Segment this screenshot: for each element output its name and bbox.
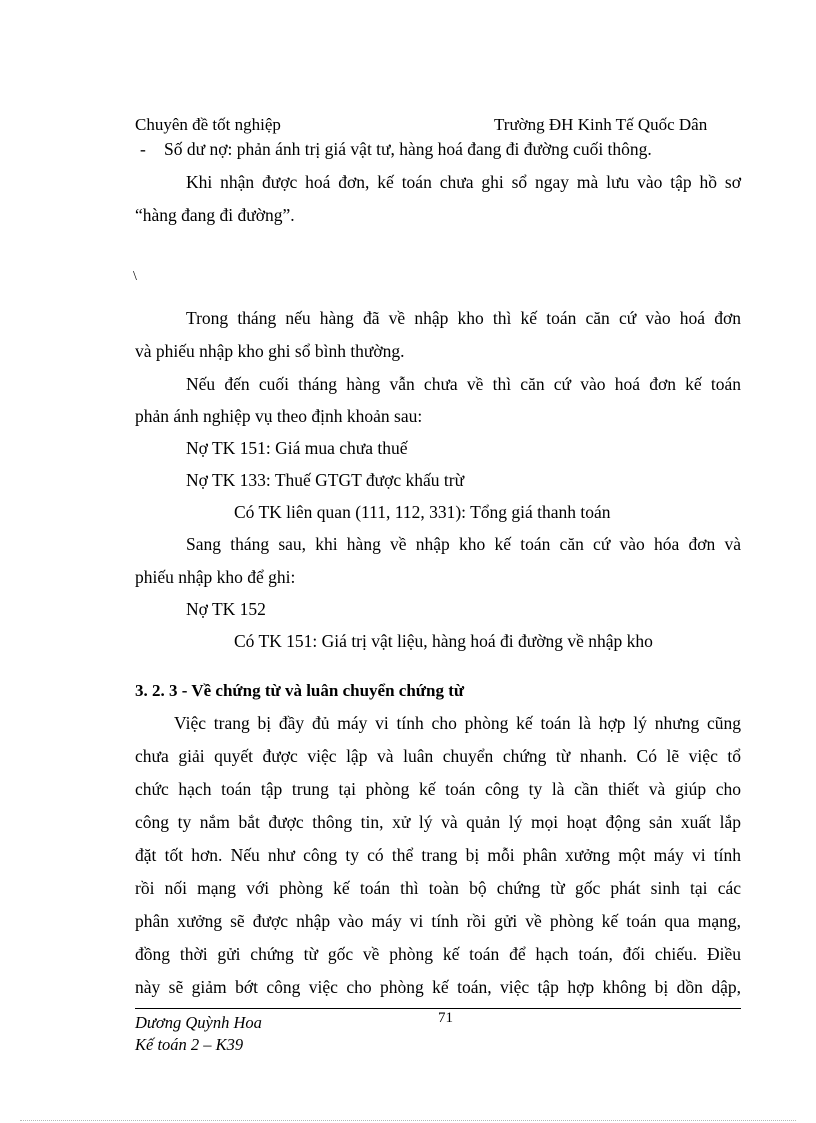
bullet-text: Số dư nợ: phản ánh trị giá vật tư, hàng hoá đang đi đường cuối thông. (164, 139, 652, 159)
header-right: Trường ĐH Kinh Tế Quốc Dân (494, 115, 708, 134)
entry-debit-133: Nợ TK 133: Thuế GTGT được khấu trừ (186, 470, 465, 490)
paragraph-5-line-1: Việc trang bị đầy đủ máy vi tính cho phòng kế toán là hợp lý nhưng cũng (174, 713, 741, 733)
paragraph-3-line-2: phản ánh nghiệp vụ theo định khoản sau: (135, 406, 423, 426)
paragraph-5-line-7: phân xưởng sẽ được nhập vào máy vi tính rồi gửi về phòng kế toán qua mạng, (135, 911, 741, 931)
stray-mark: \ (133, 269, 137, 284)
paragraph-5-line-5: đặt tốt hơn. Nếu như công ty có thể trang bị mỗi phân xưởng một máy vi tính (135, 845, 741, 865)
paragraph-5-line-3: chức hạch toán tập trung tại phòng kế toán công ty là cần thiết và giúp cho (135, 779, 741, 799)
footer-author: Dương Quỳnh Hoa (135, 1013, 262, 1032)
entry-debit-151: Nợ TK 151: Giá mua chưa thuế (186, 438, 408, 458)
paragraph-4-line-2: phiếu nhập kho để ghi: (135, 567, 296, 587)
paragraph-5-line-9: này sẽ giảm bớt công việc cho phòng kế toán, việc tập hợp không bị dồn dập, (135, 977, 741, 997)
header-left: Chuyên đề tốt nghiệp (135, 115, 281, 134)
paragraph-2-line-1: Trong tháng nếu hàng đã về nhập kho thì kế toán căn cứ vào hoá đơn (186, 308, 741, 328)
footer-class: Kế toán 2 – K39 (135, 1035, 244, 1054)
page-bottom-dotted-edge (20, 1120, 796, 1121)
paragraph-4-line-1: Sang tháng sau, khi hàng về nhập kho kế toán căn cứ vào hóa đơn và (186, 534, 741, 554)
paragraph-3-line-1: Nếu đến cuối tháng hàng vẫn chưa về thì căn cứ vào hoá đơn kế toán (186, 374, 741, 394)
paragraph-5-line-6: rồi nối mạng với phòng kế toán thì toàn bộ chứng từ gốc phát sinh tại các (135, 878, 741, 898)
page-number: 71 (438, 1010, 453, 1026)
paragraph-5-line-8: đồng thời gửi chứng từ gốc về phòng kế toán để hạch toán, đối chiếu. Điều (135, 944, 741, 964)
entry-credit-related: Có TK liên quan (111, 112, 331): Tổng giá thanh toán (234, 502, 611, 522)
paragraph-1-line-1: Khi nhận được hoá đơn, kế toán chưa ghi sổ ngay mà lưu vào tập hồ sơ (186, 172, 741, 192)
entry-debit-152: Nợ TK 152 (186, 599, 266, 619)
bullet-dash: - (140, 139, 146, 159)
section-heading: 3. 2. 3 - Về chứng từ và luân chuyển chứng từ (135, 681, 465, 700)
footer-divider (135, 1008, 741, 1009)
paragraph-2-line-2: và phiếu nhập kho ghi sổ bình thường. (135, 341, 405, 361)
paragraph-5-line-4: công ty nắm bắt được thông tin, xử lý và quản lý mọi hoạt động sản xuất lắp (135, 812, 741, 832)
paragraph-5-line-2: chưa giải quyết được việc lập và luân chuyển chứng từ nhanh. Có lẽ việc tổ (135, 746, 741, 766)
paragraph-1-line-2: “hàng đang đi đường”. (135, 205, 295, 225)
entry-credit-151: Có TK 151: Giá trị vật liệu, hàng hoá đi đường về nhập kho (234, 631, 653, 651)
